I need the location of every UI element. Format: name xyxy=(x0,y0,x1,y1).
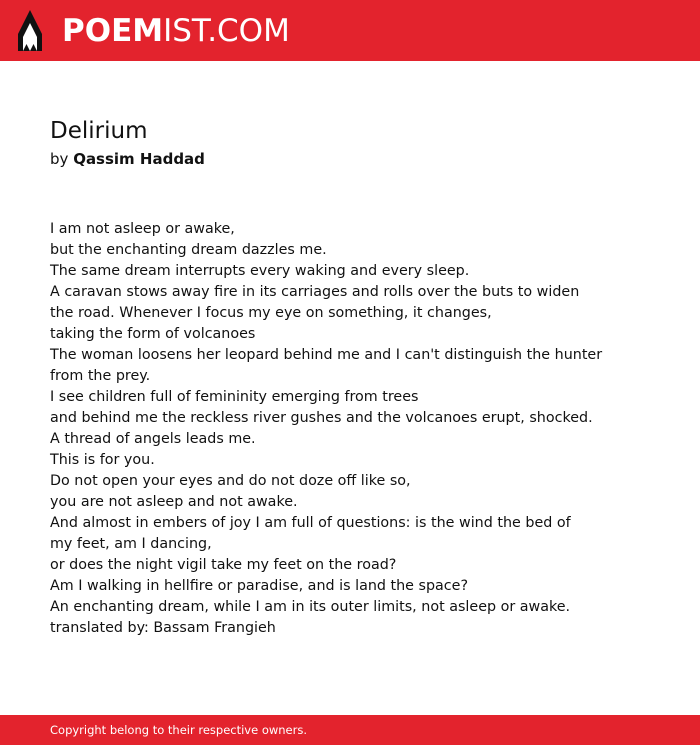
poem-line: I am not asleep or awake, xyxy=(50,221,235,237)
logo-text-light: IST.COM xyxy=(163,13,290,49)
poem-line: and behind me the reckless river gushes and the volcanoes erupt, shocked. xyxy=(50,410,593,426)
site-logo[interactable] xyxy=(62,12,290,50)
poem-line: Am I walking in hellfire or paradise, and is land the space? xyxy=(50,578,469,594)
poem-line: An enchanting dream, while I am in its outer limits, not asleep or awake. xyxy=(50,599,571,615)
copyright-text: Copyright belong to their respective owners. xyxy=(50,723,308,737)
site-header xyxy=(0,0,700,61)
poem-title: Delirium xyxy=(50,118,148,144)
poem-line: I see children full of femininity emerging from trees xyxy=(50,389,419,405)
poem-line: from the prey. xyxy=(50,368,151,384)
poem-line: The woman loosens her leopard behind me and I can't distinguish the hunter xyxy=(50,347,603,363)
author-name[interactable]: Qassim Haddad xyxy=(73,150,205,168)
byline xyxy=(50,149,205,169)
poem-line: taking the form of volcanoes xyxy=(50,326,256,342)
poem-line: but the enchanting dream dazzles me. xyxy=(50,242,327,258)
poem-line: Do not open your eyes and do not doze off like so, xyxy=(50,473,411,489)
poem-line: This is for you. xyxy=(50,452,155,468)
site-footer xyxy=(0,715,700,745)
pencil-tip-icon[interactable] xyxy=(18,10,42,51)
poem-line: The same dream interrupts every waking and every sleep. xyxy=(50,263,470,279)
by-label: by xyxy=(50,150,69,168)
poem-line: translated by: Bassam Frangieh xyxy=(50,620,276,636)
poem-line: And almost in embers of joy I am full of questions: is the wind the bed of xyxy=(50,515,571,531)
poem-line: my feet, am I dancing, xyxy=(50,536,212,552)
logo-text-bold: POEM xyxy=(62,13,164,49)
poem-body xyxy=(50,219,670,639)
poem-line: A thread of angels leads me. xyxy=(50,431,256,447)
poem-line: the road. Whenever I focus my eye on something, it changes, xyxy=(50,305,492,321)
poem-line: or does the night vigil take my feet on the road? xyxy=(50,557,397,573)
poem-line: A caravan stows away fire in its carriages and rolls over the buts to widen xyxy=(50,284,580,300)
poem-line: you are not asleep and not awake. xyxy=(50,494,298,510)
